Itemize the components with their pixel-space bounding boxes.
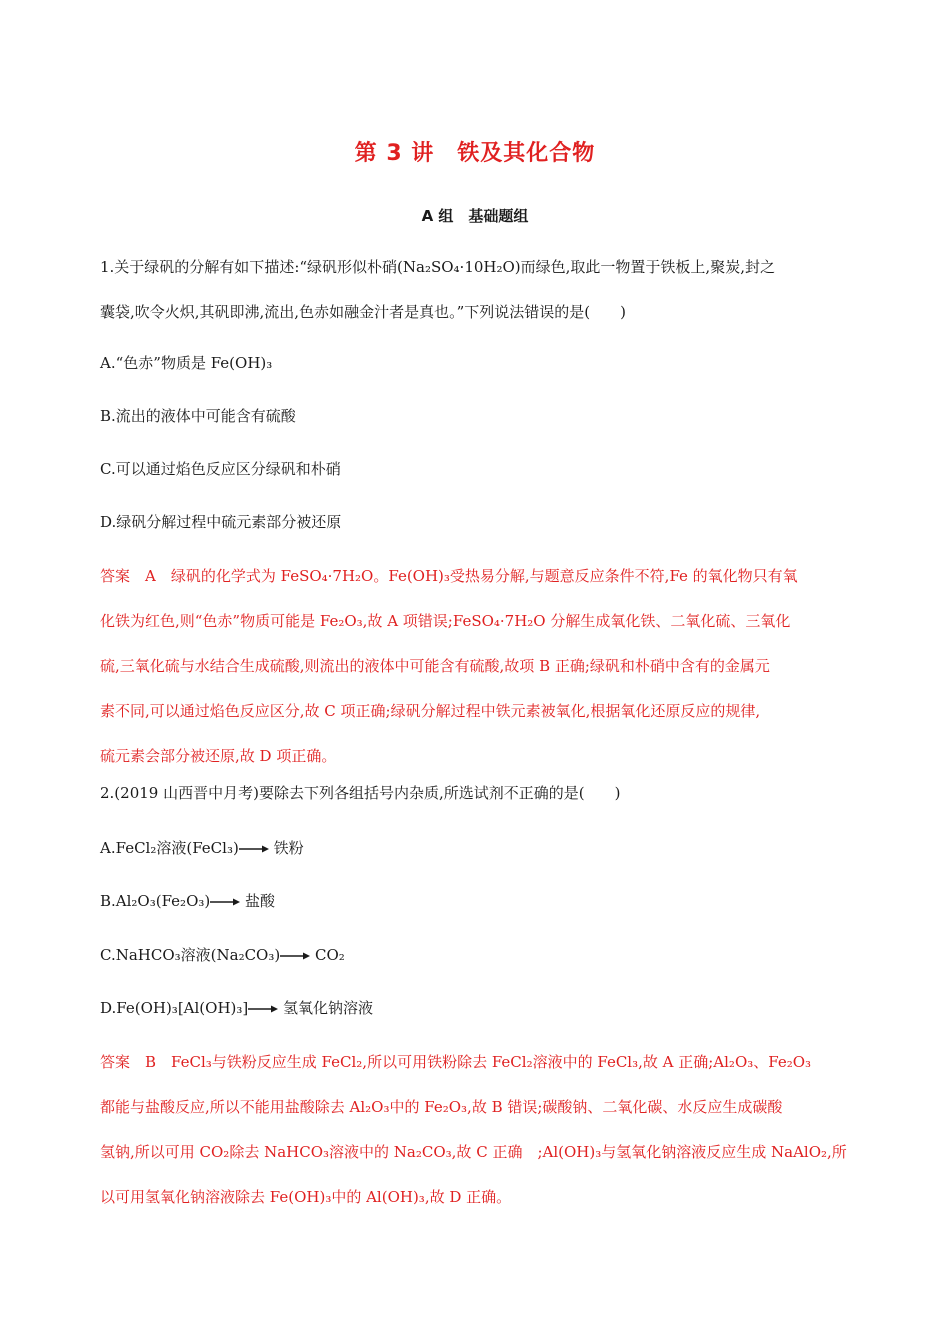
page-title: 第 3 讲 铁及其化合物	[354, 141, 596, 166]
right-arrow-icon	[248, 1004, 278, 1014]
question-1-answer	[100, 554, 852, 779]
question-2-answer-line: 氢钠,所以可用 CO₂除去 NaHCO₃溶液中的 Na₂CO₃,故 C 正确 ;Al(OH)₃与氢氧化钠溶液反应生成 NaAlO₂,所	[100, 1143, 847, 1161]
question-1-option-b: B.流出的液体中可能含有硫酸	[100, 407, 296, 425]
right-arrow-icon	[239, 844, 269, 854]
question-1-answer-line: 硫,三氧化硫与水结合生成硫酸,则流出的液体中可能含有硫酸,故项 B 正确;绿矾和朴硝中含有的金属元	[100, 657, 770, 675]
right-arrow-icon	[210, 897, 240, 907]
question-1-answer-line: 硫元素会部分被还原,故 D 项正确。	[100, 747, 337, 765]
option-c-reagent: CO₂	[315, 946, 345, 964]
option-d-reactant: D.Fe(OH)₃[Al(OH)₃]	[100, 999, 249, 1017]
question-2-answer	[100, 1040, 852, 1220]
question-2-answer-line: 都能与盐酸反应,所以不能用盐酸除去 Al₂O₃中的 Fe₂O₃,故 B 错误;碳酸钠、二氧化碳、水反应生成碳酸	[100, 1098, 783, 1116]
question-1-answer-line: 素不同,可以通过焰色反应区分,故 C 项正确;绿矾分解过程中铁元素被氧化,根据氧化还原反应的规律,	[100, 702, 761, 720]
option-d-reagent: 氢氧化钠溶液	[283, 999, 374, 1017]
question-1-answer-line: 化铁为红色,则“色赤”物质可能是 Fe₂O₃,故 A 项错误;FeSO₄·7H₂O 分解生成氧化铁、二氧化硫、三氧化	[100, 612, 791, 630]
question-2-option-c	[100, 944, 345, 966]
question-2-answer-line: 答案 B FeCl₃与铁粉反应生成 FeCl₂,所以可用铁粉除去 FeCl₂溶液中的 FeCl₃,故 A 正确;Al₂O₃、Fe₂O₃	[100, 1053, 812, 1071]
section-heading: A 组 基础题组	[421, 207, 529, 225]
option-a-reactant: A.FeCl₂溶液(FeCl₃)	[100, 839, 239, 857]
option-c-reactant: C.NaHCO₃溶液(Na₂CO₃)	[100, 946, 281, 964]
option-b-reagent: 盐酸	[245, 892, 276, 910]
question-1-option-c: C.可以通过焰色反应区分绿矾和朴硝	[100, 460, 341, 478]
question-1-stem	[100, 245, 852, 335]
right-arrow-icon	[280, 951, 310, 961]
question-1-option-a: A.“色赤”物质是 Fe(OH)₃	[100, 354, 273, 372]
question-1-answer-line: 答案 A 绿矾的化学式为 FeSO₄·7H₂O。Fe(OH)₃受热易分解,与题意反应条件不符,Fe 的氧化物只有氧	[100, 567, 798, 585]
question-2-answer-line: 以可用氢氧化钠溶液除去 Fe(OH)₃中的 Al(OH)₃,故 D 正确。	[100, 1188, 512, 1206]
option-a-reagent: 铁粉	[273, 839, 304, 857]
question-1-option-d: D.绿矾分解过程中硫元素部分被还原	[100, 513, 342, 531]
question-2-option-d	[100, 997, 373, 1019]
question-2-option-a	[100, 837, 304, 859]
option-b-reactant: B.Al₂O₃(Fe₂O₃)	[100, 892, 211, 910]
question-1-stem-line-2: 囊袋,吹令火炽,其矾即沸,流出,色赤如融金汁者是真也。”下列说法错误的是( )	[100, 303, 626, 321]
question-2-option-b	[100, 890, 275, 912]
question-1-stem-line-1: 1.关于绿矾的分解有如下描述:“绿矾形似朴硝(Na₂SO₄·10H₂O)而绿色,取此一物置于铁板上,聚炭,封之	[100, 258, 775, 276]
question-2-stem: 2.(2019 山西晋中月考)要除去下列各组括号内杂质,所选试剂不正确的是( )	[100, 784, 621, 802]
